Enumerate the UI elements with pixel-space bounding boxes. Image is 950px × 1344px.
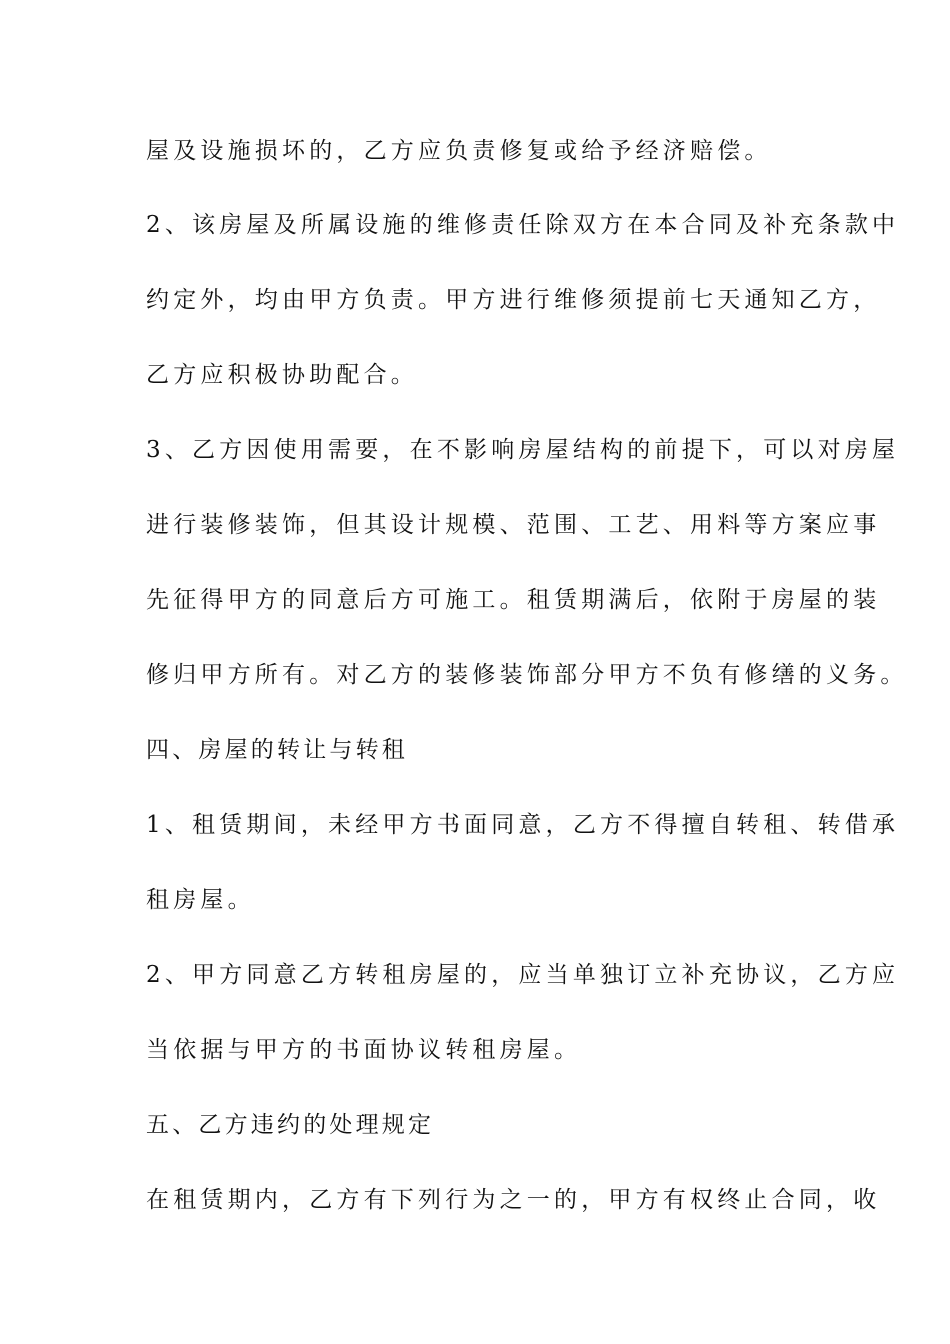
- paragraph-line: 2、甲方同意乙方转租房屋的，应当单独订立补充协议，乙方应: [146, 962, 900, 988]
- paragraph-line: 1、租赁期间，未经甲方书面同意，乙方不得擅自转租、转借承: [146, 812, 900, 838]
- paragraph-line: 2、该房屋及所属设施的维修责任除双方在本合同及补充条款中: [146, 212, 900, 238]
- paragraph-line: 3、乙方因使用需要，在不影响房屋结构的前提下，可以对房屋: [146, 437, 900, 463]
- paragraph-line: 乙方应积极协助配合。: [146, 362, 418, 388]
- section-heading: 五、乙方违约的处理规定: [146, 1112, 435, 1138]
- paragraph-line: 当依据与甲方的书面协议转租房屋。: [146, 1037, 582, 1063]
- paragraph-line: 修归甲方所有。对乙方的装修装饰部分甲方不负有修缮的义务。: [146, 662, 908, 688]
- paragraph-line: 约定外，均由甲方负责。甲方进行维修须提前七天通知乙方，: [146, 287, 881, 313]
- paragraph-line: 先征得甲方的同意后方可施工。租赁期满后，依附于房屋的装: [146, 587, 881, 613]
- paragraph-line: 进行装修装饰，但其设计规模、范围、工艺、用料等方案应事: [146, 512, 881, 538]
- paragraph-line: 屋及设施损坏的，乙方应负责修复或给予经济赔偿。: [146, 138, 772, 164]
- paragraph-line: 租房屋。: [146, 887, 255, 913]
- paragraph-line: 在租赁期内，乙方有下列行为之一的，甲方有权终止合同，收: [146, 1187, 881, 1213]
- section-heading: 四、房屋的转让与转租: [146, 737, 408, 763]
